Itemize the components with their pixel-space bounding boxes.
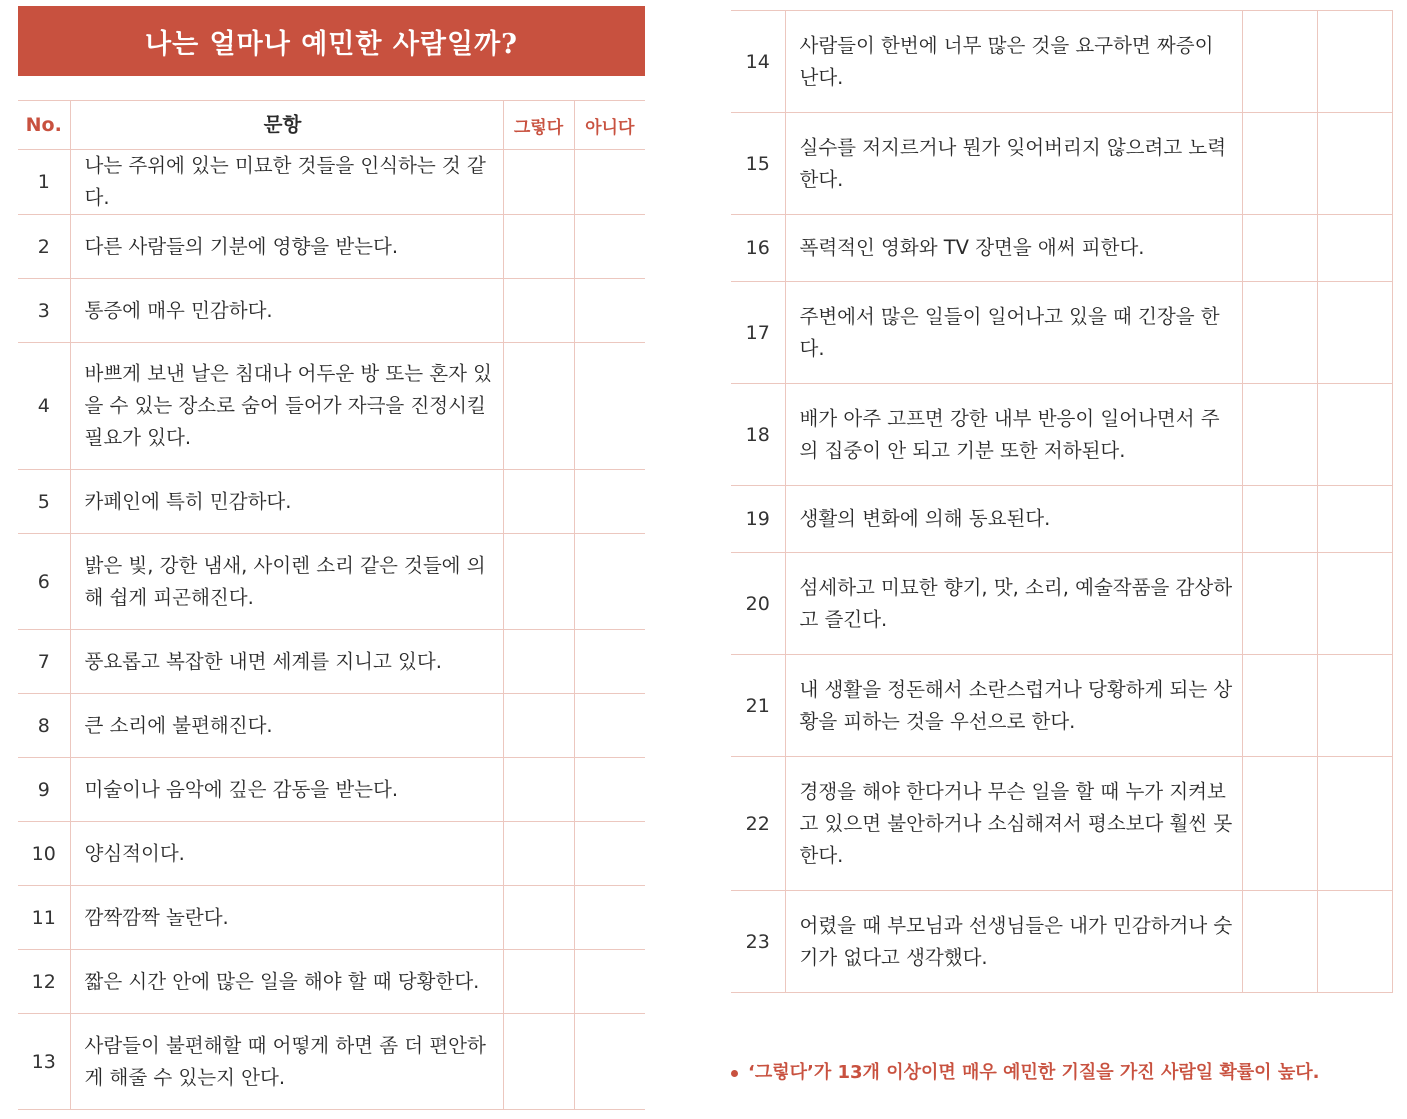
question-text: 다른 사람들의 기분에 영향을 받는다. (70, 215, 503, 279)
answer-yes-cell[interactable] (1242, 553, 1317, 655)
question-row (18, 1014, 645, 1110)
answer-no-cell[interactable] (1317, 757, 1392, 891)
question-number: 1 (18, 150, 70, 215)
question-row (731, 215, 1392, 282)
question-number: 18 (731, 384, 785, 486)
question-number: 22 (731, 757, 785, 891)
question-text: 경쟁을 해야 한다거나 무슨 일을 할 때 누가 지켜보고 있으면 불안하거나 소심해져서 평소보다 훨씬 못한다. (785, 757, 1242, 891)
question-number: 4 (18, 343, 70, 470)
answer-yes-cell[interactable] (503, 470, 574, 534)
answer-no-cell[interactable] (1317, 282, 1392, 384)
question-text: 폭력적인 영화와 TV 장면을 애써 피한다. (785, 215, 1242, 282)
question-text: 내 생활을 정돈해서 소란스럽거나 당황하게 되는 상황을 피하는 것을 우선으로 한다. (785, 655, 1242, 757)
answer-yes-cell[interactable] (503, 279, 574, 343)
question-row (18, 215, 645, 279)
answer-no-cell[interactable] (1317, 113, 1392, 215)
answer-no-cell[interactable] (1317, 11, 1392, 113)
question-text: 주변에서 많은 일들이 일어나고 있을 때 긴장을 한다. (785, 282, 1242, 384)
question-text: 실수를 저지르거나 뭔가 잊어버리지 않으려고 노력한다. (785, 113, 1242, 215)
question-number: 8 (18, 694, 70, 758)
footnote (731, 1058, 1319, 1084)
question-row (731, 113, 1392, 215)
answer-no-cell[interactable] (574, 534, 645, 630)
answer-yes-cell[interactable] (503, 694, 574, 758)
answer-no-cell[interactable] (1317, 215, 1392, 282)
answer-yes-cell[interactable] (503, 1014, 574, 1110)
question-number: 15 (731, 113, 785, 215)
answer-no-cell[interactable] (574, 950, 645, 1014)
answer-no-cell[interactable] (574, 694, 645, 758)
question-number: 2 (18, 215, 70, 279)
question-text: 배가 아주 고프면 강한 내부 반응이 일어나면서 주의 집중이 안 되고 기분 또한 저하된다. (785, 384, 1242, 486)
question-text: 나는 주위에 있는 미묘한 것들을 인식하는 것 같다. (70, 150, 503, 215)
question-row (731, 384, 1392, 486)
question-text: 사람들이 한번에 너무 많은 것을 요구하면 짜증이 난다. (785, 11, 1242, 113)
answer-yes-cell[interactable] (503, 343, 574, 470)
question-row (18, 822, 645, 886)
question-number: 16 (731, 215, 785, 282)
footnote-text: ‘그렇다’가 13개 이상이면 매우 예민한 기질을 가진 사람일 확률이 높다. (748, 1062, 1320, 1083)
question-row (18, 950, 645, 1014)
question-text: 생활의 변화에 의해 동요된다. (785, 486, 1242, 553)
question-number: 19 (731, 486, 785, 553)
left-panel (18, 6, 645, 1110)
answer-yes-cell[interactable] (1242, 282, 1317, 384)
answer-no-cell[interactable] (574, 1014, 645, 1110)
question-text: 깜짝깜짝 놀란다. (70, 886, 503, 950)
question-number: 14 (731, 11, 785, 113)
questionnaire-table-right (731, 10, 1393, 993)
answer-no-cell[interactable] (574, 343, 645, 470)
page-title: 나는 얼마나 예민한 사람일까? (18, 6, 645, 76)
question-number: 21 (731, 655, 785, 757)
answer-no-cell[interactable] (574, 822, 645, 886)
question-text: 어렸을 때 부모님과 선생님들은 내가 민감하거나 숫기가 없다고 생각했다. (785, 891, 1242, 993)
answer-yes-cell[interactable] (1242, 384, 1317, 486)
question-number: 7 (18, 630, 70, 694)
header-item: 문항 (70, 101, 503, 150)
question-row (18, 534, 645, 630)
right-panel (731, 10, 1392, 993)
answer-no-cell[interactable] (1317, 486, 1392, 553)
answer-yes-cell[interactable] (503, 150, 574, 215)
question-row (18, 470, 645, 534)
question-text: 사람들이 불편해할 때 어떻게 하면 좀 더 편안하게 해줄 수 있는지 안다. (70, 1014, 503, 1110)
question-row (731, 486, 1392, 553)
question-row (18, 886, 645, 950)
question-text: 큰 소리에 불편해진다. (70, 694, 503, 758)
answer-yes-cell[interactable] (1242, 655, 1317, 757)
answer-no-cell[interactable] (1317, 553, 1392, 655)
question-number: 10 (18, 822, 70, 886)
answer-yes-cell[interactable] (503, 822, 574, 886)
answer-yes-cell[interactable] (503, 950, 574, 1014)
answer-yes-cell[interactable] (503, 215, 574, 279)
answer-yes-cell[interactable] (1242, 757, 1317, 891)
question-number: 6 (18, 534, 70, 630)
answer-no-cell[interactable] (574, 470, 645, 534)
question-number: 13 (18, 1014, 70, 1110)
question-text: 카페인에 특히 민감하다. (70, 470, 503, 534)
question-text: 양심적이다. (70, 822, 503, 886)
question-row (731, 655, 1392, 757)
answer-yes-cell[interactable] (1242, 891, 1317, 993)
question-row (18, 279, 645, 343)
question-text: 섬세하고 미묘한 향기, 맛, 소리, 예술작품을 감상하고 즐긴다. (785, 553, 1242, 655)
question-text: 풍요롭고 복잡한 내면 세계를 지니고 있다. (70, 630, 503, 694)
question-number: 20 (731, 553, 785, 655)
question-row (18, 343, 645, 470)
header-no: No. (18, 101, 70, 150)
bullet-icon (731, 1070, 738, 1077)
question-text: 밝은 빛, 강한 냄새, 사이렌 소리 같은 것들에 의해 쉽게 피곤해진다. (70, 534, 503, 630)
question-text: 짧은 시간 안에 많은 일을 해야 할 때 당황한다. (70, 950, 503, 1014)
question-number: 12 (18, 950, 70, 1014)
question-text: 바쁘게 보낸 날은 침대나 어두운 방 또는 혼자 있을 수 있는 장소로 숨어 들어가 자극을 진정시킬 필요가 있다. (70, 343, 503, 470)
answer-no-cell[interactable] (574, 886, 645, 950)
question-number: 11 (18, 886, 70, 950)
question-number: 9 (18, 758, 70, 822)
answer-yes-cell[interactable] (503, 630, 574, 694)
question-text: 통증에 매우 민감하다. (70, 279, 503, 343)
question-number: 5 (18, 470, 70, 534)
answer-no-cell[interactable] (574, 630, 645, 694)
answer-yes-cell[interactable] (1242, 11, 1317, 113)
answer-no-cell[interactable] (574, 150, 645, 215)
answer-no-cell[interactable] (1317, 384, 1392, 486)
question-number: 3 (18, 279, 70, 343)
question-row (18, 150, 645, 215)
question-row (18, 694, 645, 758)
answer-no-cell[interactable] (574, 279, 645, 343)
header-no-answer: 아니다 (574, 101, 645, 150)
question-number: 23 (731, 891, 785, 993)
answer-yes-cell[interactable] (503, 758, 574, 822)
answer-yes-cell[interactable] (503, 886, 574, 950)
answer-no-cell[interactable] (1317, 891, 1392, 993)
question-row (731, 757, 1392, 891)
header-yes: 그렇다 (503, 101, 574, 150)
answer-no-cell[interactable] (1317, 655, 1392, 757)
answer-no-cell[interactable] (574, 215, 645, 279)
question-row (731, 282, 1392, 384)
table-header-row (18, 101, 645, 150)
question-number: 17 (731, 282, 785, 384)
question-row (18, 630, 645, 694)
answer-yes-cell[interactable] (503, 534, 574, 630)
question-row (18, 758, 645, 822)
answer-yes-cell[interactable] (1242, 486, 1317, 553)
answer-yes-cell[interactable] (1242, 113, 1317, 215)
question-text: 미술이나 음악에 깊은 감동을 받는다. (70, 758, 503, 822)
answer-yes-cell[interactable] (1242, 215, 1317, 282)
questionnaire-table-left (18, 100, 645, 1110)
question-row (731, 553, 1392, 655)
question-row (731, 891, 1392, 993)
answer-no-cell[interactable] (574, 758, 645, 822)
question-row (731, 11, 1392, 113)
